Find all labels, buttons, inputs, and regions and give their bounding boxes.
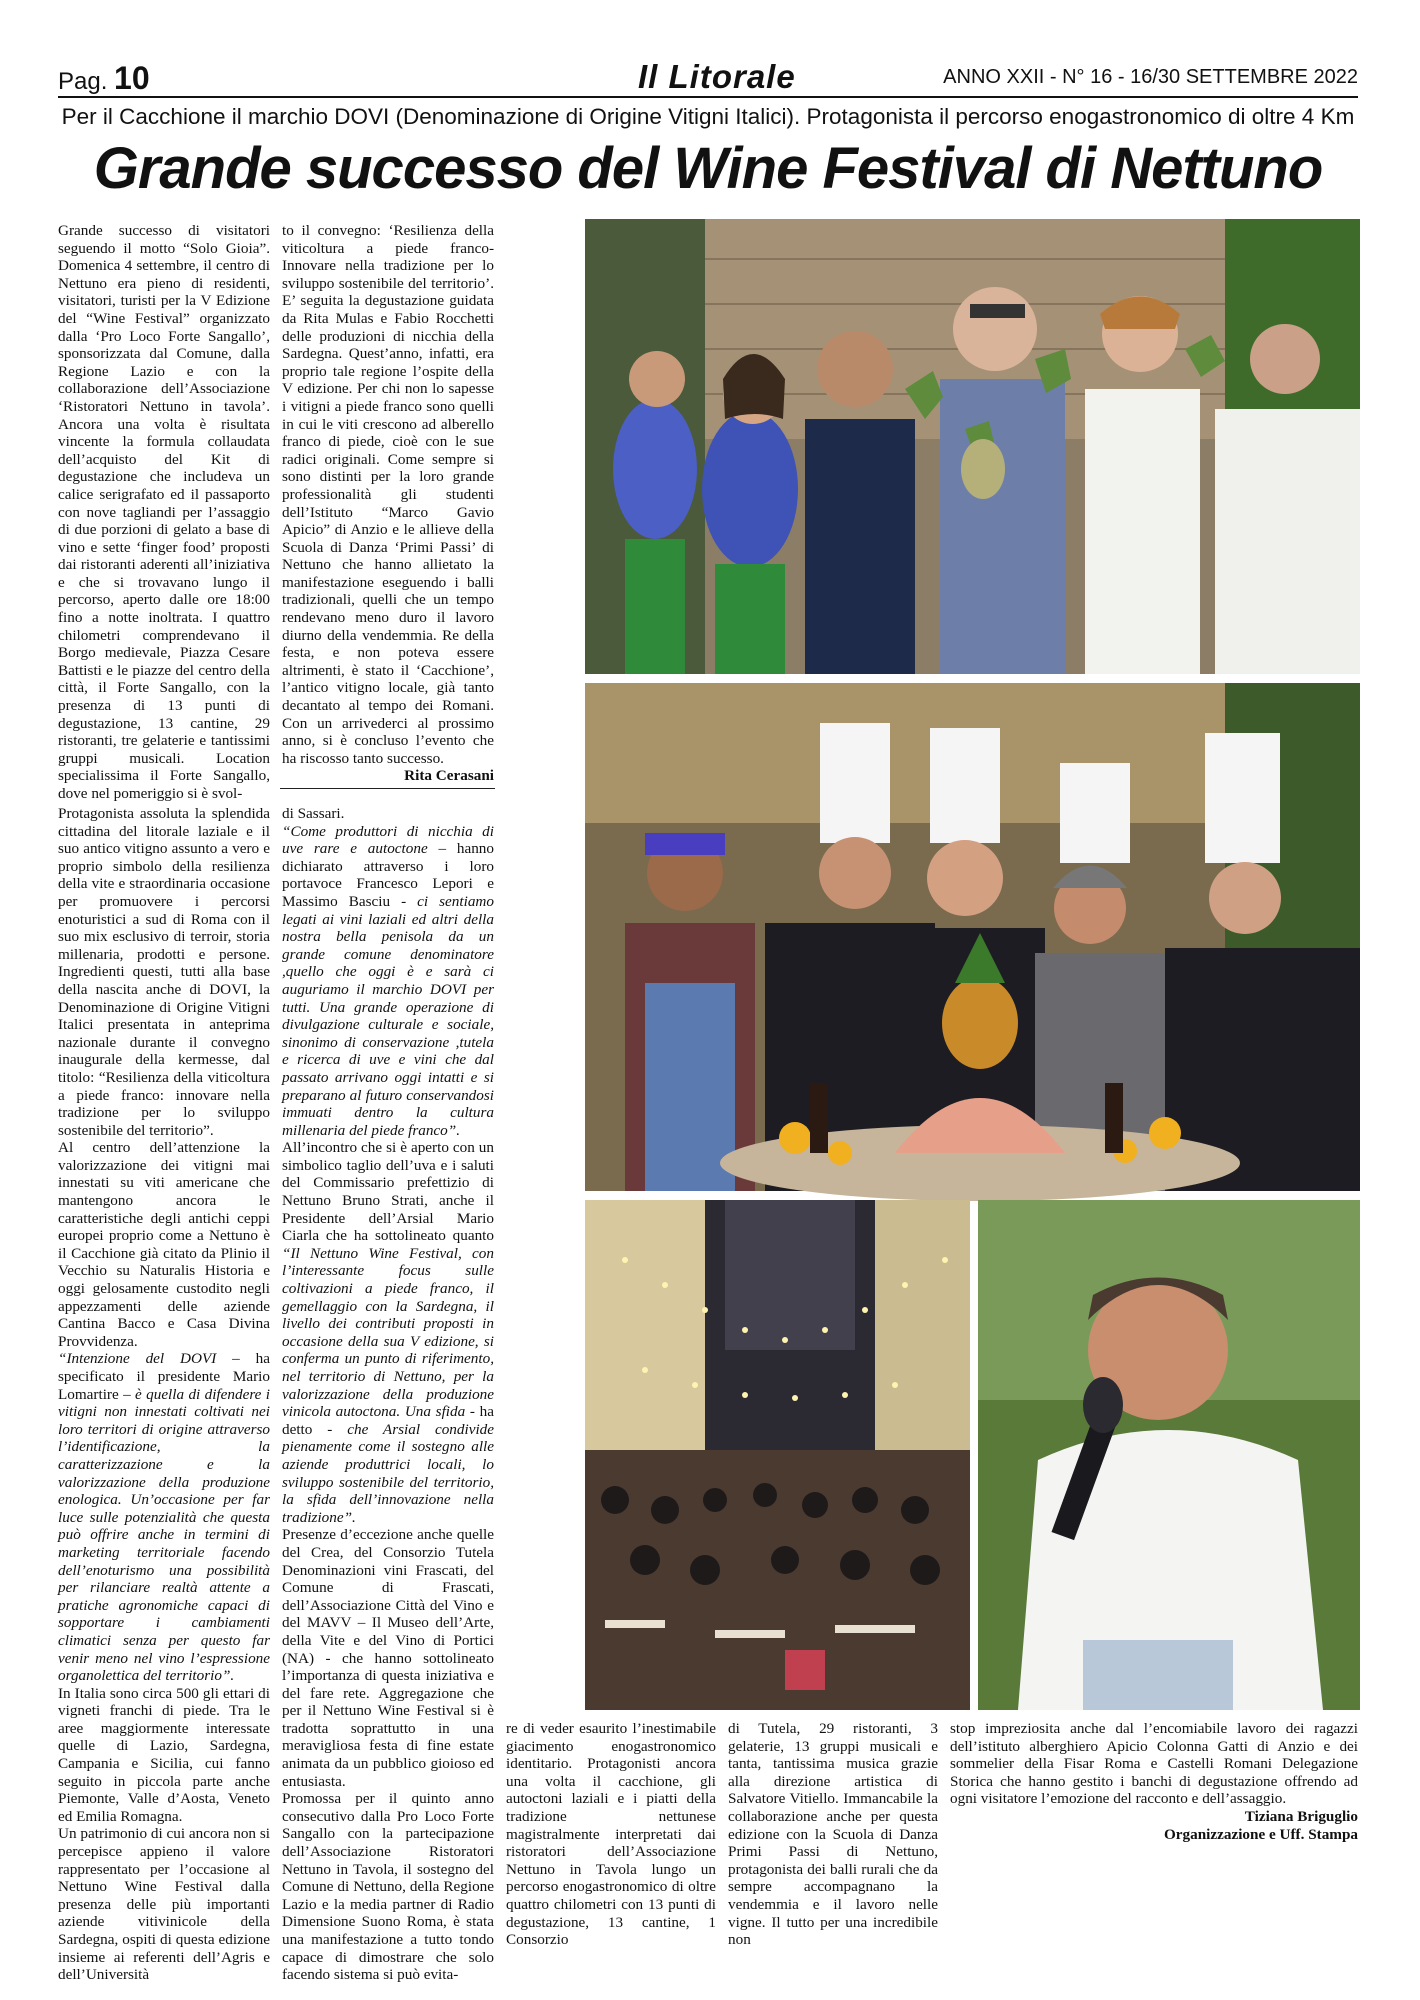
photo-chef-microphone (978, 1200, 1360, 1710)
signature-role: Organizzazione e Uff. Stampa (1163, 1825, 1358, 1843)
article-subtitle: Per il Cacchione il marchio DOVI (Denominazione di Origine Vitigni Italici). Protagonista il percorso enogastronomico di oltre 4 Km (61, 104, 1355, 129)
column-5: stop impreziosita anche dal l’encomiabile lavoro dei ragazzi dell’istituto alberghiero Apicio Colonna Gatti di Anzio e dei sommelier della Fisar Roma e Castelli Romani Delegazione Storica che hanno gestito i banchi di degustazione offrendo ad ogni visitatore l’emozione del racconto e dell’assaggio. Tiziana Briguglio Organizzazione e Uff. Stampa (950, 1720, 1358, 1843)
column-1: Protagonista assoluta la splendida cittadina del litorale laziale e il suo antico vitigno assunto a vero e proprio simbolo della resilienza della vite e straordinaria occasione per promuovere i percorsi enoturistici a sud di Roma con il suo mix esclusivo di terroir, storia millenaria, prodotti e persone. Ingredienti questi, tutti alla base della nascita anche di DOVI, la Denominazione di Origine Vitigni Italici presentata in anteprima nazionale durante il convegno inaugurale della kermesse, dal titolo: “Resilienza della viticoltura a piede franco: innovare nella tradizione per lo sviluppo sostenibile del territorio”. Al centro dell’attenzione la valorizzazione dei vitigni mai innestati su viti americane che mantengono ancora le caratteristiche degli antichi ceppi europei proprio come a Nettuno è il Cacchione già citato da Plinio il Vecchio su Naturalis Historia e oggi gelosamente custodito negli appezzamenti delle aziende Cantina Bacco e Casa Divina Provvidenza. “Intenzione del DOVI – ha specificato il presidente Mario Lomartire – è quella di difendere i vitigni non innestati coltivati nei loro territori di origine attraverso l’identificazione, la caratterizzazione e la valorizzazione della produzione enologica. Un’occasione per far luce sulle potenzialità che questa può offrire anche in termini di marketing territoriale facendo dell’enoturismo una possibilità per rilanciare realtà attente a pratiche agronomiche capaci di sopportare i cambiamenti climatici senza per questo far venir meno nel vino l’espressione organolettica del territorio”. In Italia sono circa 500 gli ettari di vigneti franchi di piede. Tra le aree maggiormente interessate quelle di Lazio, Sardegna, Campania e Sicilia, cui fanno seguito in piccola parte anche Piemonte, Valle d’Aosta, Veneto ed Emilia Romagna. Un patrimonio di cui ancora non si percepisce appieno il valore rappresentato per l’occasione al Nettuno Wine Festival dalla presenza delle più importanti aziende vitivinicole della Sardegna, ospiti di questa edizione insieme ai referenti dell’Agris e dell’Università (58, 805, 270, 1984)
article-headline: Grande successo del Wine Festival di Nettuno (93, 136, 1323, 201)
issue-info: ANNO XXII - N° 16 - 16/30 SETTEMBRE 2022 (943, 66, 1358, 88)
signature-rita: Rita Cerasani (404, 767, 494, 785)
page-number: Pag. 10 (58, 60, 150, 96)
photo-street-crowd (585, 1200, 970, 1710)
top-column-2: to il convegno: ‘Resilienza della viticoltura a piede franco- Innovare nella tradizione per lo sviluppo sostenibile del territorio’. E’ seguita la degustazione guidata da Rita Mulas e Fabio Rocchetti delle produzioni di nicchia della Sardegna. Quest’anno, infatti, era proprio tale regione l’ospite della V edizione. Per chi non lo sapesse i vitigni a piede franco sono quelli in cui le viti crescono ad alberello franco di piede, cioè con le sue radici originali. Come sempre si sono distinti per la loro grande professionalità gli studenti dell’Istituto “Marco Gavio Apicio” di Anzio e le allieve della Scuola di Danza ‘Primi Passi’ di Nettuno che hanno allietato la manifestazione eseguendo i balli tradizionali, quelli che un tempo rendevano meno duro il lavoro diurno della vendemmia. Re della festa, e non poteva essere altrimenti, è stato il ‘Cacchione’, l’antico vitigno locale, già tanto decantato al tempo dei Romani. Con un arrivederci al prossimo anno, si è concluso l’evento che ha riscosso tanto successo. Rita Cerasani (282, 222, 494, 785)
column-3: re di veder esaurito l’inestimabile giacimento enogastronomico identitario. Protagonisti ancora una volta il cacchione, gli autoctoni laziali e i piatti della tradizione nettunese magistralmente interpretati dai ristoratori dell’Associazione Nettuno in Tavola lungo un percorso enogastronomico di oltre quattro chilometri con 13 punti di degustazione, 13 cantine, 1 Consorzio (506, 1720, 716, 1949)
column-4: di Tutela, 29 ristoranti, 3 gelaterie, 13 gruppi musicali e tanta, tantissima musica grazie alla direzione artistica di Salvatore Vitiello. Immancabile la collaborazione anche per questa edizione con la Scuola di Danza Primi Passi di Nettuno, protagonista dei balli rurali che da sempre accompagnano la vendemmia e il lavoro nelle vigne. Il tutto per una incredibile non (728, 1720, 938, 1949)
column-2: di Sassari. “Come produttori di nicchia di uve rare e autoctone – hanno dichiarato attraverso i loro portavoce Francesco Lepori e Massimo Basciu - ci sentiamo legati ai vini laziali ed altri della nostra bella penisola da un grande comune denominatore ,quello che oggi è e sarà ci auguriamo il marchio DOVI per tutti. Una grande operazione di divulgazione culturale e sociale, sinonimo di conservazione ,tutela e ricerca di uve e vini che dal passato arrivano oggi intatti e si preparano al futuro conservandosi immuati dentro la cultura millenaria del piede franco”. All’incontro che si è aperto con un simbolico taglio dell’uva e i saluti del Commissario prefettizio di Nettuno Bruno Strati, anche il Presidente dell’Arsial Mario Ciarla che ha sottolineato quanto “Il Nettuno Wine Festival, con l’interessante focus sulle coltivazioni a piede franco, il gemellaggio con la Sardegna, il livello dei contributi proposti in occasione della sua V edizione, si conferma un punto di riferimento, nel territorio di Nettuno, per la valorizzazione della produzione vinicola autoctona. Una sfida - ha detto - che Arsial condivide pienamente come il sostegno alle aziende produttrici locali, lo sviluppo sostenibile del territorio, la sfida dell’innovazione nella tradizione”. Presenze d’eccezione anche quelle del Crea, del Consorzio Tutela Denominazioni vini Frascati, del Comune di Frascati, dell’Associazione Città del Vino e del MAVV – Il Museo dell’Arte, della Vite e del Vino di Portici (NA) - che hanno sottolineato l’importanza di questa iniziativa e del fare rete. Aggregazione che per il Nettuno Wine Festival si è tradotta soprattutto in una meravigliosa festa di fine estate animata da un pubblico gioioso ed entusiasta. Promossa per il quinto anno consecutivo dalla Pro Loco Forte Sangallo con la partecipazione dell’Associazione Ristoratori Nettuno in Tavola, il sostegno del Comune di Nettuno, della Regione Lazio e la media partner di Radio Dimensione Suono Roma, è stata una manifestazione a tutto tondo capace di dimostrare che solo facendo sistema si può evita- (282, 805, 494, 1984)
top-column-1: Grande successo di visitatori seguendo il motto “Solo Gioia”. Domenica 4 settembre, il centro di Nettuno era pieno di residenti, visitatori, turisti per la V Edizione del “Wine Festival” organizzato dalla ‘Pro Loco Forte Sangallo’, sponsorizzata dal Comune, dalla Regione Lazio e con la collaborazione dell’Associazione ‘Ristoratori Nettuno in tavola’. Ancora una volta è risultata vincente la formula collaudata dell’acquisto del Kit di degustazione che includeva un calice serigrafato ed il passaporto con nove tagliandi per l’assaggio di due porzioni di gelato a base di vino e sette ‘finger food’ proposti dai ristoranti aderenti all’iniziativa e che si trovavano lungo il percorso, aperto dalle ore 18:00 fino a notte inoltrata. I quattro chilometri comprendevano il Borgo medievale, Piazza Cesare Battisti e le piazze del centro della città, il Forte Sangallo, con la presenza di 13 punti di degustazione, 13 cantine, 29 ristoranti, tre gelaterie e tantissimi gruppi musicali. Location specialissima il Forte Sangallo, dove nel pomeriggio si è svol- (58, 222, 270, 802)
signature-tiziana: Tiziana Briguglio (1244, 1807, 1358, 1825)
masthead: Il Litorale (638, 58, 796, 95)
photo-grape-ceremony (585, 219, 1360, 674)
photo-chefs-buffet (585, 683, 1360, 1191)
divider (280, 788, 495, 789)
page-header (58, 58, 1358, 98)
